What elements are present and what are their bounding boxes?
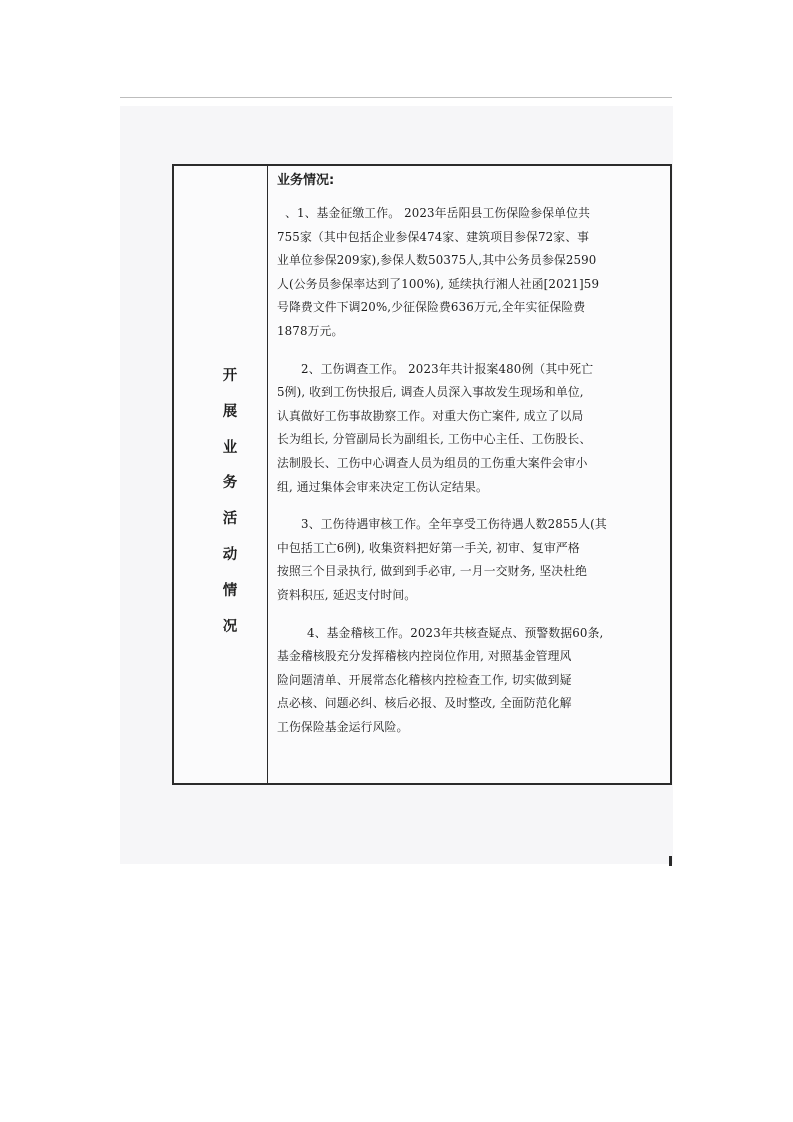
- paragraph-injury-investigation: [277, 358, 667, 500]
- text-line: 法制股长、工伤中心调查人员为组员的工伤重大案件会审小: [277, 455, 588, 470]
- text-line: 、1、基金征缴工作。 2023年岳阳县工伤保险参保单位共: [285, 206, 591, 220]
- text-line: 组, 通过集体会审来决定工伤认定结果。: [277, 479, 488, 494]
- text-line: 认真做好工伤事故勘察工作。对重大伤亡案件, 成立了以局: [277, 408, 584, 423]
- text-line: 中包括工亡6例), 收集资料把好第一手关, 初审、复审严格: [277, 540, 580, 555]
- label-char: 务: [222, 475, 238, 492]
- scan-edge-mark: [669, 856, 672, 866]
- section-heading: 业务情况:: [277, 173, 335, 188]
- content-cell: [277, 172, 667, 739]
- label-char: 活: [222, 511, 238, 528]
- label-char: 况: [222, 618, 238, 635]
- text-line: 基金稽核股充分发挥稽核内控岗位作用, 对照基金管理风: [277, 649, 572, 664]
- vertical-row-label: [218, 366, 242, 652]
- label-char: 开: [222, 368, 238, 384]
- paragraph-fund-collection: [277, 202, 667, 344]
- label-char: 动: [222, 546, 238, 563]
- label-char: 业: [222, 439, 238, 456]
- text-line: 资料积压, 延迟支付时间。: [277, 587, 417, 602]
- label-char: 展: [222, 403, 238, 420]
- text-line: 长为组长, 分管副局长为副组长, 工伤中心主任、工伤股长、: [277, 432, 592, 447]
- text-line: 业单位参保209家),参保人数50375人,其中公务员参保2590: [277, 253, 597, 268]
- text-line: 3、工伤待遇审核工作。全年享受工伤待遇人数2855人(其: [301, 517, 607, 532]
- text-line: 号降费文件下调20%,少征保险费636万元,全年实征保险费: [277, 300, 586, 315]
- text-line: 按照三个目录执行, 做到到手必审, 一月一交财务, 坚决杜绝: [277, 564, 588, 579]
- text-line: 755家（其中包括企业参保474家、建筑项目参保72家、事: [277, 229, 590, 244]
- paragraph-benefit-review: [277, 513, 667, 607]
- page-top-rule: [120, 97, 672, 98]
- label-char: 情: [222, 582, 238, 599]
- text-line: 1878万元。: [277, 323, 344, 338]
- text-line: 4、基金稽核工作。2023年共核查疑点、预警数据60条,: [307, 625, 604, 640]
- row-label-cell: [174, 166, 268, 783]
- activity-form-table: [172, 164, 672, 785]
- text-line: 2、工伤调查工作。 2023年共计报案480例（其中死亡: [301, 361, 594, 376]
- text-line: 点必核、问题必纠、核后必报、及时整改, 全面防范化解: [277, 696, 572, 711]
- text-line: 人(公务员参保率达到了100%), 延续执行湘人社函[2021]59: [277, 276, 600, 291]
- paragraph-fund-audit: [277, 622, 667, 740]
- text-line: 5例), 收到工伤快报后, 调查人员深入事故发生现场和单位,: [277, 385, 584, 400]
- text-line: 险问题清单、开展常态化稽核内控检查工作, 切实做到疑: [277, 672, 572, 687]
- text-line: 工伤保险基金运行风险。: [277, 719, 409, 734]
